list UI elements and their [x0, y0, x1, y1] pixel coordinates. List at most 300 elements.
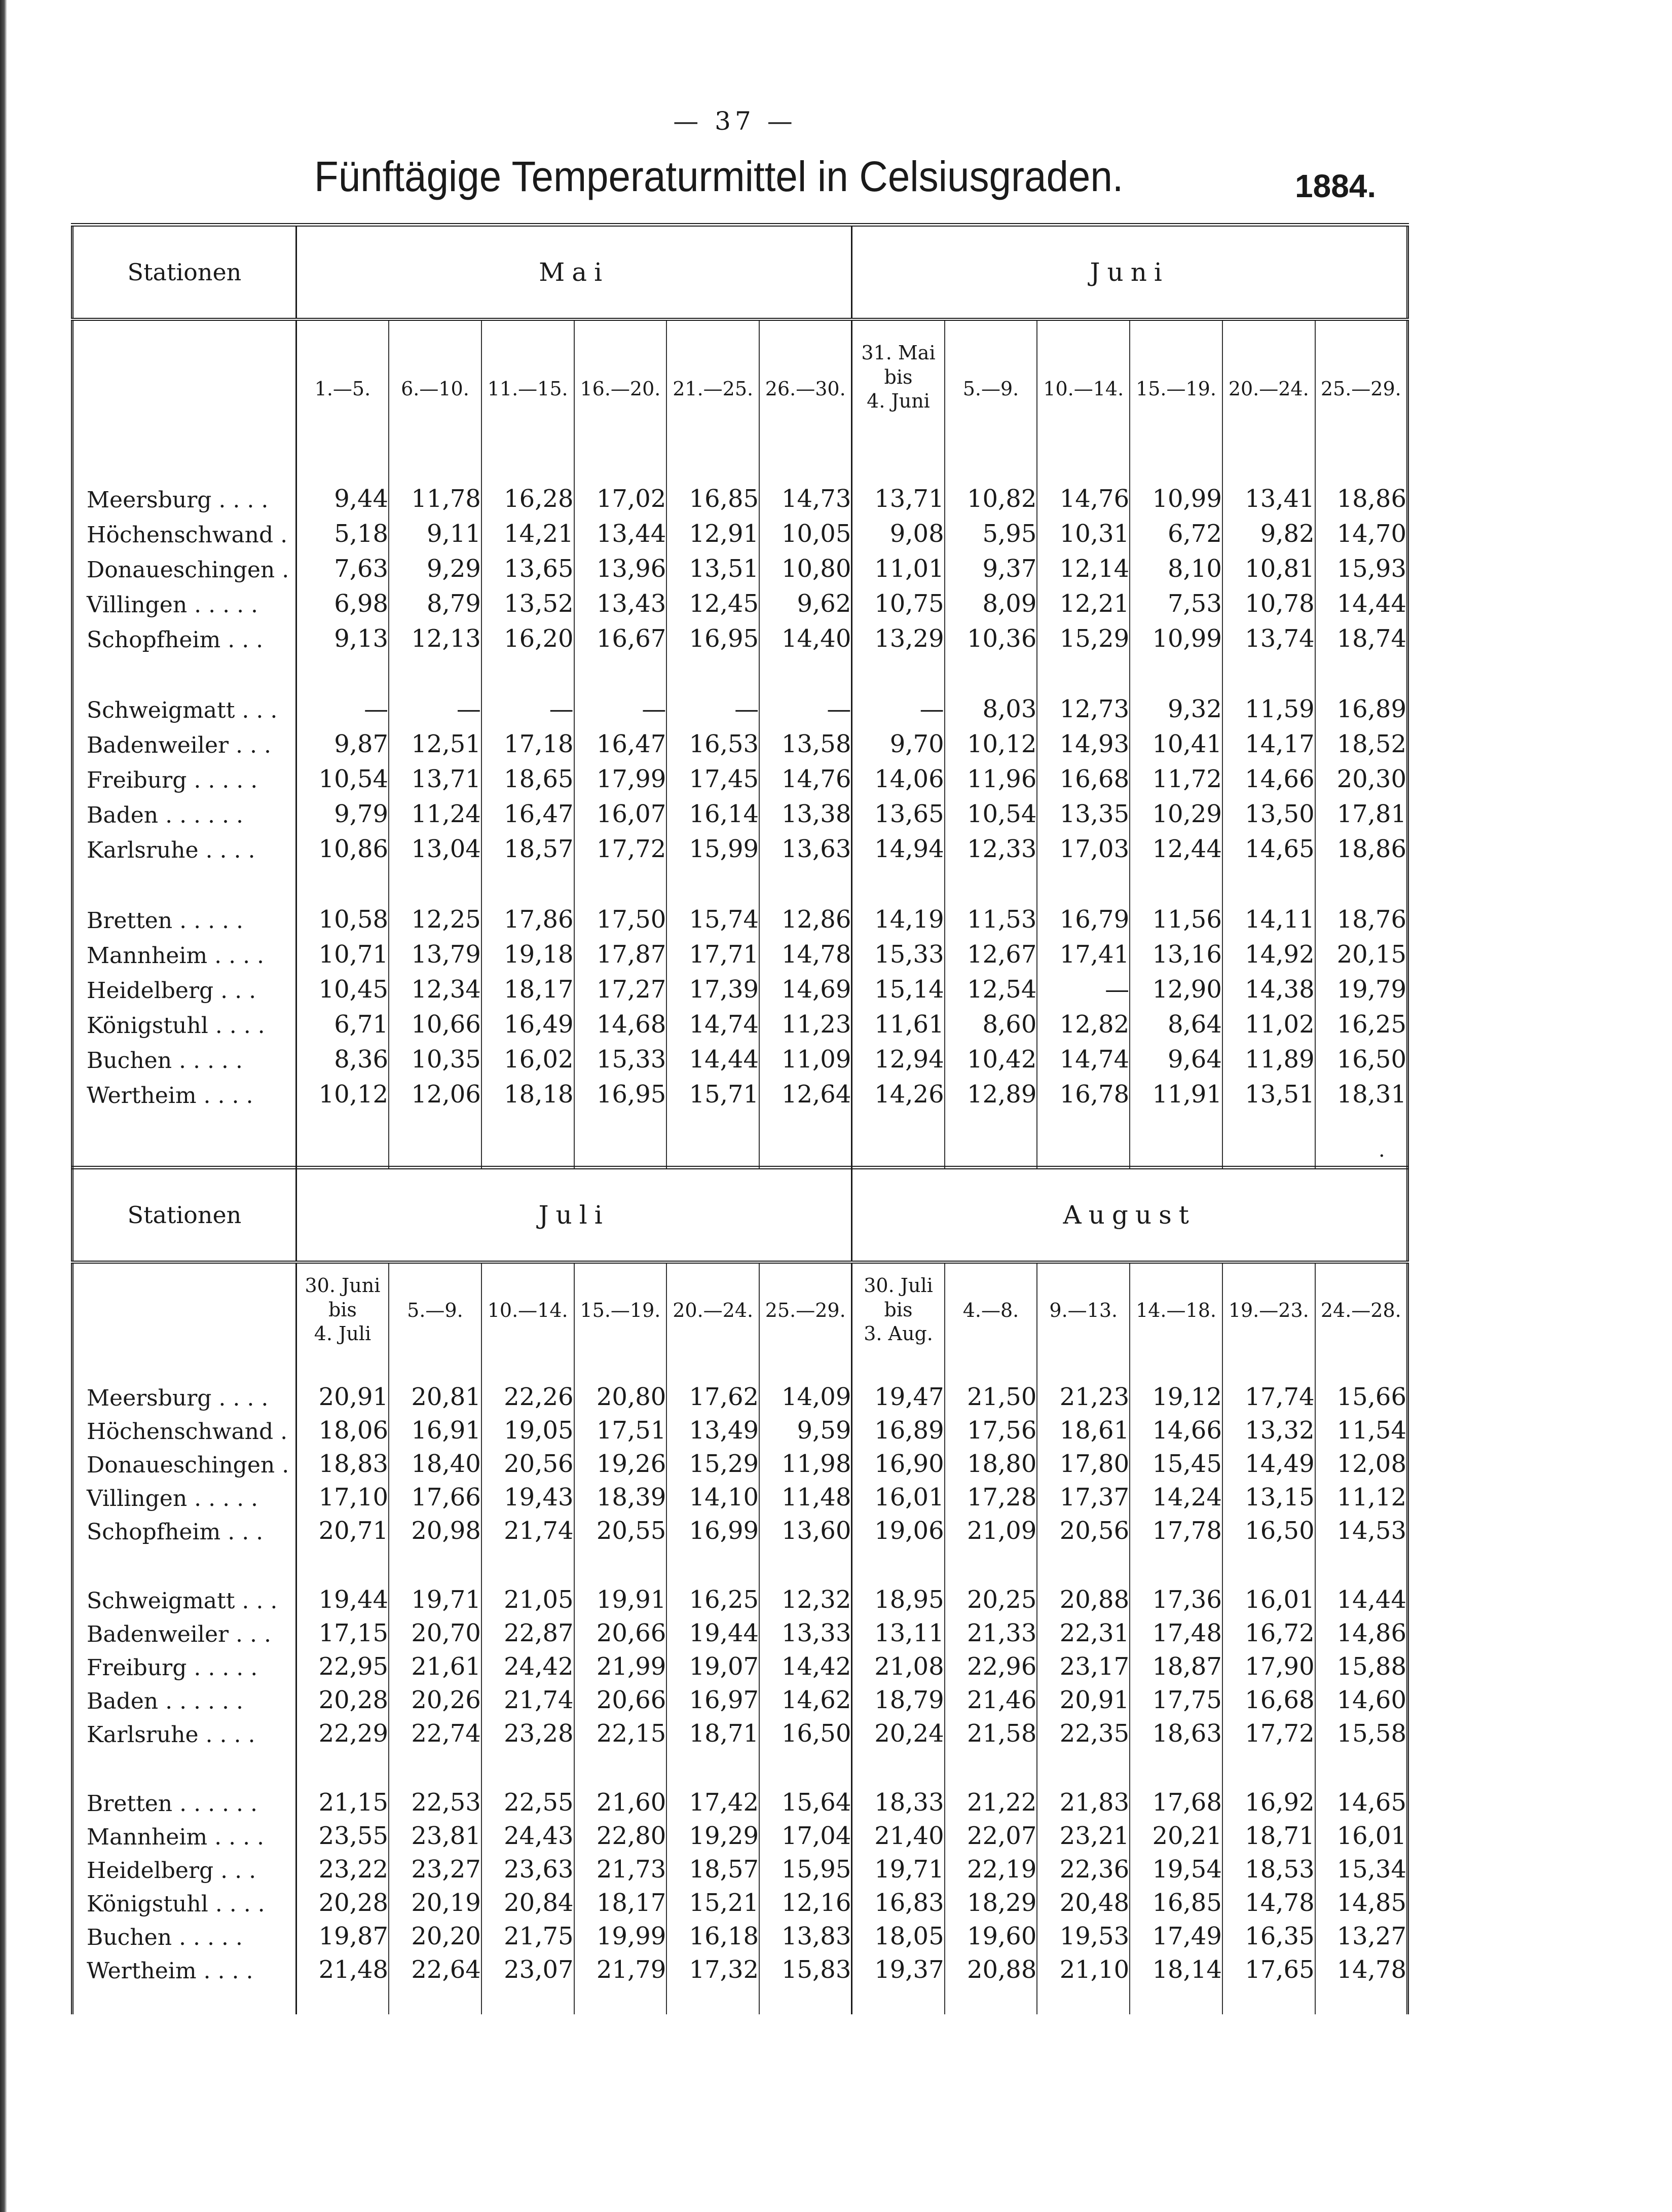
table-row	[72, 1884, 1408, 1917]
temperature-cell: 10,82	[945, 478, 1037, 513]
station-name: Königstuhl . . . .	[87, 1891, 265, 1917]
table-row	[72, 1917, 1408, 1950]
temperature-cell: 19,91	[574, 1580, 667, 1614]
month1-header: Mai	[296, 225, 852, 320]
temperature-cell: 9,44	[296, 478, 389, 513]
temperature-cell: 14,78	[759, 934, 852, 969]
temperature-cell: 12,34	[389, 969, 481, 1004]
temperature-cell: 18,14	[1130, 1950, 1222, 1984]
temperature-cell: 13,27	[1315, 1917, 1408, 1950]
temperature-cell: 23,63	[481, 1850, 574, 1884]
temperature-cell: 22,15	[574, 1714, 667, 1748]
temperature-cell: 14,26	[852, 1074, 945, 1109]
temperature-cell: 21,48	[296, 1950, 389, 1984]
temperature-cell: 21,33	[945, 1614, 1037, 1647]
table-row	[72, 828, 1408, 863]
temperature-cell: 17,39	[666, 969, 759, 1004]
temperature-cell: 19,18	[481, 934, 574, 969]
temperature-cell: 18,61	[1037, 1411, 1130, 1445]
temperature-cell: 16,25	[1315, 1004, 1408, 1039]
temperature-cell: 14,09	[759, 1378, 852, 1411]
table-row	[72, 1850, 1408, 1884]
temperature-cell: 17,45	[666, 758, 759, 793]
temperature-cell: 10,78	[1222, 583, 1315, 618]
stationen-header: Stationen	[72, 225, 296, 320]
temperature-cell: 20,88	[1037, 1580, 1130, 1614]
table-row	[72, 618, 1408, 653]
temperature-cell: 9,37	[945, 548, 1037, 583]
temperature-cell: 11,48	[759, 1478, 852, 1511]
temperature-cell: 12,45	[666, 583, 759, 618]
temperature-cell: 12,82	[1037, 1004, 1130, 1039]
temperature-cell: 8,64	[1130, 1004, 1222, 1039]
temperature-cell: 11,53	[945, 899, 1037, 934]
temperature-cell: 13,51	[666, 548, 759, 583]
temperature-cell: 16,14	[666, 793, 759, 828]
temperature-cell: 17,56	[945, 1411, 1037, 1445]
temperature-cell: 21,74	[481, 1511, 574, 1545]
temperature-cell: 16,50	[759, 1714, 852, 1748]
table-row	[72, 1511, 1408, 1545]
table-row	[72, 1647, 1408, 1681]
temperature-cell: 10,75	[852, 583, 945, 618]
station-name: Schopfheim . . .	[87, 627, 264, 653]
period-header: 6.—10.	[389, 319, 481, 458]
temperature-cell: 16,01	[1222, 1580, 1315, 1614]
temperature-cell: 20,91	[296, 1378, 389, 1411]
table-row	[72, 1614, 1408, 1647]
temperature-cell: —	[296, 688, 389, 723]
temperature-cell: 17,68	[1130, 1783, 1222, 1817]
temperature-cell: 16,97	[666, 1681, 759, 1714]
period-header: 14.—18.	[1130, 1262, 1222, 1357]
temperature-cell: 22,36	[1037, 1850, 1130, 1884]
temperature-cell: 22,26	[481, 1378, 574, 1411]
temperature-cell: 13,71	[852, 478, 945, 513]
month2-header: Juni	[852, 225, 1408, 320]
temperature-cell: 20,48	[1037, 1884, 1130, 1917]
temperature-cell: 16,50	[1315, 1039, 1408, 1074]
temperature-cell: 15,29	[1037, 618, 1130, 653]
temperature-cell: 21,40	[852, 1817, 945, 1850]
temperature-cell: 17,87	[574, 934, 667, 969]
temperature-cell: 17,75	[1130, 1681, 1222, 1714]
temperature-cell: 9,62	[759, 583, 852, 618]
temperature-cell: 12,91	[666, 513, 759, 548]
temperature-cell: 14,53	[1315, 1511, 1408, 1545]
temperature-cell: 15,71	[666, 1074, 759, 1109]
temperature-cell: 13,58	[759, 723, 852, 758]
temperature-cell: 13,44	[574, 513, 667, 548]
temperature-cell: 14,65	[1222, 828, 1315, 863]
temperature-cell: 16,02	[481, 1039, 574, 1074]
period-header: 5.—9.	[389, 1262, 481, 1357]
temperature-cell: 17,86	[481, 899, 574, 934]
station-name: Villingen . . . . .	[87, 1486, 258, 1511]
temperature-cell: 20,81	[389, 1378, 481, 1411]
table-row	[72, 583, 1408, 618]
temperature-cell: 10,71	[296, 934, 389, 969]
temperature-cell: 14,44	[666, 1039, 759, 1074]
station-name: Donaueschingen .	[87, 1452, 289, 1478]
temperature-cell: 18,57	[481, 828, 574, 863]
temperature-cell: 20,30	[1315, 758, 1408, 793]
temperature-cell: 21,10	[1037, 1950, 1130, 1984]
temperature-cell: 20,19	[389, 1884, 481, 1917]
temperature-cell: 18,31	[1315, 1074, 1408, 1109]
temperature-cell: 20,56	[1037, 1511, 1130, 1545]
temperature-cell: 10,41	[1130, 723, 1222, 758]
temperature-cell: 14,94	[852, 828, 945, 863]
temperature-cell: 16,67	[574, 618, 667, 653]
station-name: Schweigmatt . . .	[87, 1588, 278, 1614]
temperature-cell: 21,75	[481, 1917, 574, 1950]
temperature-cell: 14,49	[1222, 1445, 1315, 1478]
temperature-cell: 11,24	[389, 793, 481, 828]
temperature-cell: 20,15	[1315, 934, 1408, 969]
temperature-cell: 22,53	[389, 1783, 481, 1817]
temperature-cell: 13,43	[574, 583, 667, 618]
temperature-cell: 18,74	[1315, 618, 1408, 653]
table-row	[72, 1411, 1408, 1445]
station-name: Buchen . . . . .	[87, 1048, 243, 1074]
temperature-cell: 16,20	[481, 618, 574, 653]
temperature-cell: 11,61	[852, 1004, 945, 1039]
temperature-cell: 16,07	[574, 793, 667, 828]
temperature-cell: 20,21	[1130, 1817, 1222, 1850]
temperature-cell: 13,38	[759, 793, 852, 828]
temperature-cell: 18,65	[481, 758, 574, 793]
temperature-cell: 24,42	[481, 1647, 574, 1681]
temperature-cell: 9,59	[759, 1411, 852, 1445]
temperature-cell: 15,33	[852, 934, 945, 969]
station-name: Mannheim . . . .	[87, 943, 265, 969]
temperature-cell: 16,89	[1315, 688, 1408, 723]
temperature-cell: 16,78	[1037, 1074, 1130, 1109]
temperature-cell: 10,99	[1130, 478, 1222, 513]
temperature-cell: 20,66	[574, 1681, 667, 1714]
temperature-cell: 8,09	[945, 583, 1037, 618]
temperature-cell: 23,07	[481, 1950, 574, 1984]
table-row	[72, 1681, 1408, 1714]
temperature-cell: 22,31	[1037, 1614, 1130, 1647]
temperature-cell: 16,53	[666, 723, 759, 758]
temperature-cell: 16,90	[852, 1445, 945, 1478]
temperature-cell: 21,46	[945, 1681, 1037, 1714]
temperature-cell: 17,81	[1315, 793, 1408, 828]
temperature-cell: 15,14	[852, 969, 945, 1004]
period-header-row	[72, 1262, 1408, 1357]
temperature-cell: 14,76	[1037, 478, 1130, 513]
temperature-cell: 21,61	[389, 1647, 481, 1681]
temperature-cell: —	[759, 688, 852, 723]
temperature-cell: 13,41	[1222, 478, 1315, 513]
temperature-cell: 12,32	[759, 1580, 852, 1614]
temperature-cell: 17,66	[389, 1478, 481, 1511]
temperature-cell: 18,05	[852, 1917, 945, 1950]
table-row	[72, 1445, 1408, 1478]
temperature-cell: 13,65	[852, 793, 945, 828]
temperature-cell: 10,42	[945, 1039, 1037, 1074]
temperature-cell: 18,76	[1315, 899, 1408, 934]
period-header: 25.—29.	[1315, 319, 1408, 458]
temperature-cell: 10,66	[389, 1004, 481, 1039]
month2-header: August	[852, 1168, 1408, 1263]
temperature-cell: 19,60	[945, 1917, 1037, 1950]
temperature-cell: 7,63	[296, 548, 389, 583]
station-name: Badenweiler . . .	[87, 732, 271, 758]
temperature-cell: 11,54	[1315, 1411, 1408, 1445]
temperature-cell: 23,55	[296, 1817, 389, 1850]
temperature-cell: 16,85	[666, 478, 759, 513]
temperature-cell: 13,74	[1222, 618, 1315, 653]
temperature-cell: 12,44	[1130, 828, 1222, 863]
temperature-cell: —	[574, 688, 667, 723]
table-row	[72, 548, 1408, 583]
period-header: 20.—24.	[666, 1262, 759, 1357]
temperature-cell: 21,08	[852, 1647, 945, 1681]
temperature-cell: 15,64	[759, 1783, 852, 1817]
temperature-cell: 18,63	[1130, 1714, 1222, 1748]
temperature-cell: 17,02	[574, 478, 667, 513]
temperature-cell: 10,45	[296, 969, 389, 1004]
period-header-blank	[72, 1262, 296, 1357]
period-header: 11.—15.	[481, 319, 574, 458]
temperature-cell: 17,10	[296, 1478, 389, 1511]
temperature-cell: 13,49	[666, 1411, 759, 1445]
temperature-cell: 18,80	[945, 1445, 1037, 1478]
temperature-cell: 18,71	[666, 1714, 759, 1748]
group-gap	[72, 863, 1408, 899]
temperature-cell: 13,65	[481, 548, 574, 583]
temperature-cell: 16,35	[1222, 1917, 1315, 1950]
temperature-cell: 21,58	[945, 1714, 1037, 1748]
period-header: 25.—29.	[759, 1262, 852, 1357]
temperature-cell: 19,47	[852, 1378, 945, 1411]
temperature-cell: 12,25	[389, 899, 481, 934]
temperature-cell: 5,95	[945, 513, 1037, 548]
table-row	[72, 513, 1408, 548]
temperature-cell: 23,17	[1037, 1647, 1130, 1681]
temperature-cell: 21,60	[574, 1783, 667, 1817]
table-section-mai-juni	[71, 223, 1409, 1169]
temperature-cell: 18,40	[389, 1445, 481, 1478]
temperature-cell: 8,79	[389, 583, 481, 618]
temperature-cell: 14,38	[1222, 969, 1315, 1004]
temperature-cell: 12,73	[1037, 688, 1130, 723]
temperature-cell: 10,31	[1037, 513, 1130, 548]
temperature-cell: 12,86	[759, 899, 852, 934]
temperature-cell: 21,15	[296, 1783, 389, 1817]
temperature-cell: 22,19	[945, 1850, 1037, 1884]
temperature-cell: 23,28	[481, 1714, 574, 1748]
temperature-cell: 14,19	[852, 899, 945, 934]
temperature-cell: 22,95	[296, 1647, 389, 1681]
temperature-cell: 12,54	[945, 969, 1037, 1004]
temperature-cell: 18,18	[481, 1074, 574, 1109]
temperature-cell: 15,45	[1130, 1445, 1222, 1478]
temperature-cell: 12,89	[945, 1074, 1037, 1109]
temperature-cell: 18,39	[574, 1478, 667, 1511]
table-row	[72, 1478, 1408, 1511]
temperature-cell: 10,99	[1130, 618, 1222, 653]
station-name: Mannheim . . . .	[87, 1824, 265, 1850]
temperature-cell: 15,93	[1315, 548, 1408, 583]
period-header: 20.—24.	[1222, 319, 1315, 458]
station-name: Baden . . . . . .	[87, 802, 243, 828]
temperature-cell: 12,64	[759, 1074, 852, 1109]
station-name: Königstuhl . . . .	[87, 1013, 265, 1039]
temperature-cell: 16,85	[1130, 1884, 1222, 1917]
temperature-cell: 23,21	[1037, 1817, 1130, 1850]
temperature-cell: 10,86	[296, 828, 389, 863]
station-name: Wertheim . . . .	[87, 1083, 253, 1109]
temperature-cell: 13,96	[574, 548, 667, 583]
station-name: Heidelberg . . .	[87, 978, 256, 1004]
temperature-cell: 14,86	[1315, 1614, 1408, 1647]
temperature-cell: 13,32	[1222, 1411, 1315, 1445]
temperature-cell: 15,66	[1315, 1378, 1408, 1411]
temperature-cell: 16,47	[481, 793, 574, 828]
month1-header: Juli	[296, 1168, 852, 1263]
year-label: 1884.	[1295, 168, 1377, 204]
temperature-cell: 16,95	[666, 618, 759, 653]
stray-mark: ·	[1379, 1145, 1385, 1168]
temperature-cell: 17,72	[574, 828, 667, 863]
temperature-cell: 21,22	[945, 1783, 1037, 1817]
page-number: — 37 —	[673, 106, 797, 136]
temperature-cell: 14,73	[759, 478, 852, 513]
temperature-cell: 19,43	[481, 1478, 574, 1511]
temperature-cell: 17,18	[481, 723, 574, 758]
temperature-cell: 10,54	[945, 793, 1037, 828]
temperature-cell: 18,86	[1315, 478, 1408, 513]
temperature-cell: 12,67	[945, 934, 1037, 969]
temperature-cell: 17,74	[1222, 1378, 1315, 1411]
temperature-cell: 13,63	[759, 828, 852, 863]
temperature-cell: 14,78	[1222, 1884, 1315, 1917]
temperature-cell: 19,29	[666, 1817, 759, 1850]
temperature-cell: 19,53	[1037, 1917, 1130, 1950]
table-row	[72, 1817, 1408, 1850]
temperature-cell: 8,36	[296, 1039, 389, 1074]
temperature-cell: 17,49	[1130, 1917, 1222, 1950]
group-gap	[72, 1748, 1408, 1783]
temperature-cell: 15,95	[759, 1850, 852, 1884]
temperature-table	[71, 1166, 1409, 2014]
temperature-cell: 14,78	[1315, 1950, 1408, 1984]
station-name: Wertheim . . . .	[87, 1958, 253, 1984]
temperature-cell: 15,21	[666, 1884, 759, 1917]
temperature-cell: 24,43	[481, 1817, 574, 1850]
page-binding-edge	[0, 0, 7, 2212]
temperature-cell: 23,81	[389, 1817, 481, 1850]
temperature-cell: 18,33	[852, 1783, 945, 1817]
period-header: 21.—25.	[666, 319, 759, 458]
temperature-cell: 13,29	[852, 618, 945, 653]
table-row	[72, 793, 1408, 828]
temperature-cell: 12,06	[389, 1074, 481, 1109]
temperature-cell: 17,42	[666, 1783, 759, 1817]
temperature-cell: 20,91	[1037, 1681, 1130, 1714]
temperature-cell: 16,72	[1222, 1614, 1315, 1647]
temperature-cell: 19,26	[574, 1445, 667, 1478]
table-row	[72, 688, 1408, 723]
temperature-cell: 14,85	[1315, 1884, 1408, 1917]
temperature-cell: 12,08	[1315, 1445, 1408, 1478]
temperature-cell: 18,52	[1315, 723, 1408, 758]
period-header: 16.—20.	[574, 319, 667, 458]
temperature-cell: 14,92	[1222, 934, 1315, 969]
temperature-cell: 13,16	[1130, 934, 1222, 969]
period-header: 30. Juni bis 4. Juli	[296, 1262, 389, 1357]
temperature-cell: 22,64	[389, 1950, 481, 1984]
table-row	[72, 1004, 1408, 1039]
temperature-cell: 18,53	[1222, 1850, 1315, 1884]
temperature-cell: 23,22	[296, 1850, 389, 1884]
temperature-cell: 17,03	[1037, 828, 1130, 863]
temperature-cell: 14,44	[1315, 1580, 1408, 1614]
temperature-cell: 8,60	[945, 1004, 1037, 1039]
station-name: Karlsruhe . . . .	[87, 1722, 255, 1748]
temperature-cell: 12,51	[389, 723, 481, 758]
period-header: 15.—19.	[1130, 319, 1222, 458]
temperature-cell: 14,21	[481, 513, 574, 548]
temperature-cell: 10,80	[759, 548, 852, 583]
temperature-cell: 22,55	[481, 1783, 574, 1817]
temperature-cell: 8,03	[945, 688, 1037, 723]
temperature-cell: 16,95	[574, 1074, 667, 1109]
station-name: Bretten . . . . . .	[87, 1791, 257, 1817]
temperature-cell: 11,59	[1222, 688, 1315, 723]
temperature-cell: 14,06	[852, 758, 945, 793]
temperature-cell: 19,71	[852, 1850, 945, 1884]
temperature-cell: 9,08	[852, 513, 945, 548]
temperature-cell: 14,93	[1037, 723, 1130, 758]
temperature-cell: 22,29	[296, 1714, 389, 1748]
temperature-cell: 20,28	[296, 1884, 389, 1917]
table-row	[72, 478, 1408, 513]
temperature-cell: 11,96	[945, 758, 1037, 793]
temperature-cell: 16,83	[852, 1884, 945, 1917]
temperature-cell: 20,71	[296, 1511, 389, 1545]
temperature-cell: 20,25	[945, 1580, 1037, 1614]
temperature-cell: —	[852, 688, 945, 723]
temperature-cell: 20,80	[574, 1378, 667, 1411]
temperature-cell: 12,94	[852, 1039, 945, 1074]
temperature-cell: 11,89	[1222, 1039, 1315, 1074]
temperature-cell: 15,29	[666, 1445, 759, 1478]
temperature-cell: 17,71	[666, 934, 759, 969]
temperature-cell: 12,90	[1130, 969, 1222, 1004]
period-header: 10.—14.	[1037, 319, 1130, 458]
table-row	[72, 1074, 1408, 1109]
temperature-cell: 22,35	[1037, 1714, 1130, 1748]
temperature-cell: 9,70	[852, 723, 945, 758]
temperature-cell: 20,70	[389, 1614, 481, 1647]
table-bottom-space	[72, 1109, 1408, 1169]
temperature-cell: 14,66	[1222, 758, 1315, 793]
period-header: 19.—23.	[1222, 1262, 1315, 1357]
station-name: Bretten . . . . .	[87, 908, 244, 934]
temperature-cell: 21,05	[481, 1580, 574, 1614]
temperature-cell: 19,05	[481, 1411, 574, 1445]
temperature-cell: 10,12	[945, 723, 1037, 758]
period-header: 9.—13.	[1037, 1262, 1130, 1357]
temperature-cell: 9,11	[389, 513, 481, 548]
table-row	[72, 1950, 1408, 1984]
temperature-cell: 19,99	[574, 1917, 667, 1950]
